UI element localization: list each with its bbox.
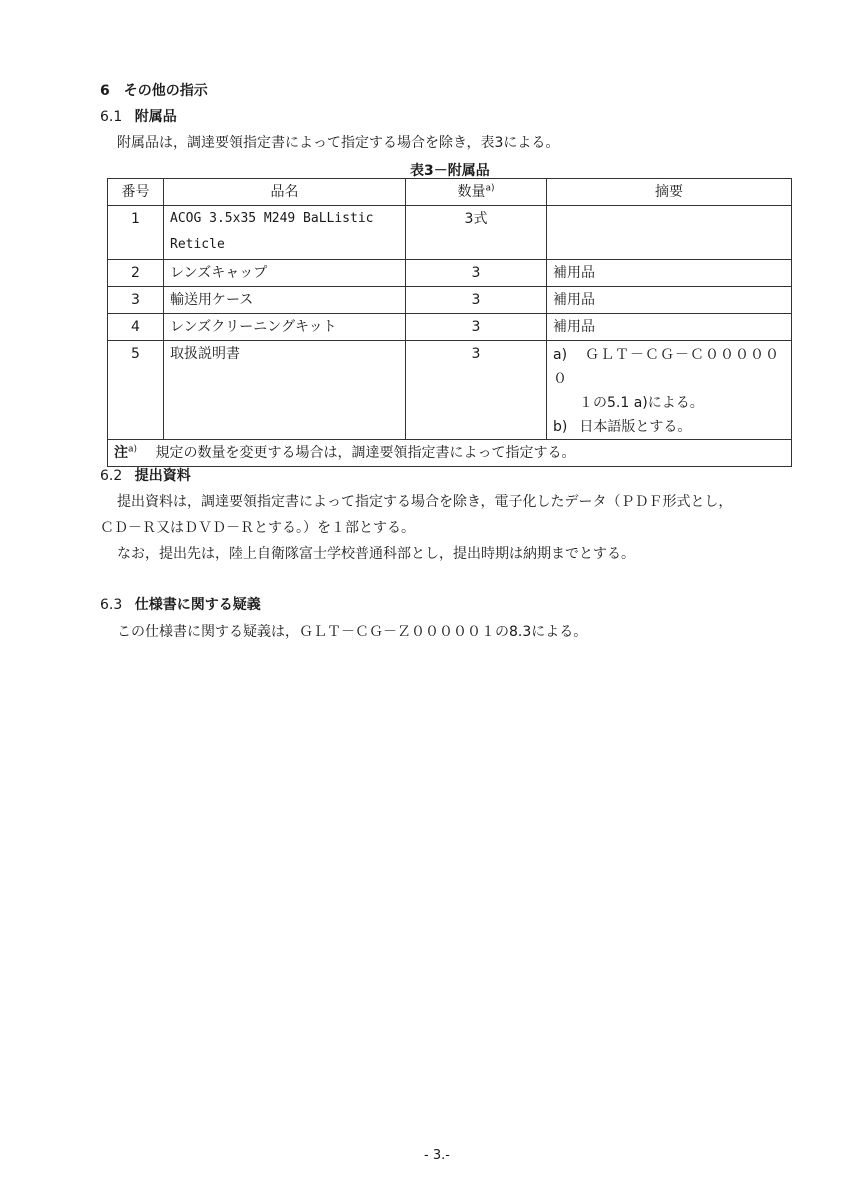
accessories-table — [107, 178, 792, 467]
table-row — [108, 206, 792, 260]
table-caption: 表3－附属品 — [410, 163, 490, 179]
summary-a: a) ＧＬＴ－ＣＧ－Ｃ００００００ — [553, 347, 781, 387]
row-qty: 3 — [406, 287, 547, 314]
header-summary: 摘要 — [547, 179, 792, 206]
row-qty: 3式 — [406, 206, 547, 260]
row-summary — [547, 341, 792, 440]
section-6-3-title: 仕様書に関する疑義 — [134, 597, 261, 613]
section-6-2-title: 提出資料 — [134, 468, 191, 484]
row-name: レンズクリーニングキット — [164, 314, 406, 341]
row-name-line2: Reticle — [170, 237, 225, 252]
table-footnote — [108, 440, 792, 467]
header-qty-note: a) — [485, 183, 495, 194]
row-qty: 3 — [406, 314, 547, 341]
section-6-3-text: この仕様書に関する疑義は，ＧＬＴ－ＣＧ－Ｚ０００００１の8.3による。 — [117, 624, 588, 640]
section-6-3-heading — [100, 594, 261, 614]
row-no: 5 — [108, 341, 164, 440]
footnote-label: 注 — [114, 445, 128, 461]
row-qty: 3 — [406, 260, 547, 287]
row-no: 2 — [108, 260, 164, 287]
section-6-1-number: 6.1 — [100, 109, 123, 125]
section-6-2-para1-line2: ＣＤ－Ｒ又はＤＶＤ－Ｒとする。）を１部とする。 — [100, 520, 415, 536]
section-6-3-number: 6.3 — [100, 597, 123, 613]
table-footnote-row — [108, 440, 792, 467]
table-row — [108, 260, 792, 287]
header-name: 品名 — [164, 179, 406, 206]
row-summary: 補用品 — [547, 287, 792, 314]
summary-b: b) 日本語版とする。 — [553, 419, 692, 435]
section-6-1-text: 附属品は，調達要領指定書によって指定する場合を除き，表3による。 — [117, 135, 560, 151]
table-row — [108, 314, 792, 341]
section-6-2-para2: なお，提出先は，陸上自衛隊富士学校普通科部とし，提出時期は納期までとする。 — [117, 546, 635, 562]
row-no: 1 — [108, 206, 164, 260]
row-no: 3 — [108, 287, 164, 314]
row-summary: 補用品 — [547, 260, 792, 287]
row-name: 取扱説明書 — [164, 341, 406, 440]
footnote-text: 規定の数量を変更する場合は，調達要領指定書によって指定する。 — [155, 445, 576, 461]
row-name: レンズキャップ — [164, 260, 406, 287]
header-no: 番号 — [108, 179, 164, 206]
section-6-2-number: 6.2 — [100, 468, 123, 484]
page-number: - 3.- — [424, 1148, 450, 1163]
row-summary: 補用品 — [547, 314, 792, 341]
table-header-row — [108, 179, 792, 206]
table-row — [108, 341, 792, 440]
header-qty: 数量$^{a)}$ — [406, 179, 547, 206]
row-name — [164, 206, 406, 260]
footnote-sup: a) — [128, 444, 138, 455]
summary-a-line2: １の5.1 a)による。 — [579, 395, 704, 411]
section-6-heading: 6 その他の指示 — [100, 83, 208, 99]
row-qty: 3 — [406, 341, 547, 440]
section-6-2-para1-line1: 提出資料は，調達要領指定書によって指定する場合を除き，電子化したデータ（ＰＤＦ形式とし， — [117, 494, 733, 510]
row-name: 輸送用ケース — [164, 287, 406, 314]
section-6-2-heading — [100, 465, 191, 485]
table-row — [108, 287, 792, 314]
row-name-line1: ACOG 3.5x35 M249 BaLListic — [170, 211, 374, 226]
row-no: 4 — [108, 314, 164, 341]
row-summary — [547, 206, 792, 260]
section-6-1-title: 附属品 — [134, 109, 177, 125]
section-6-1-heading — [100, 106, 177, 126]
